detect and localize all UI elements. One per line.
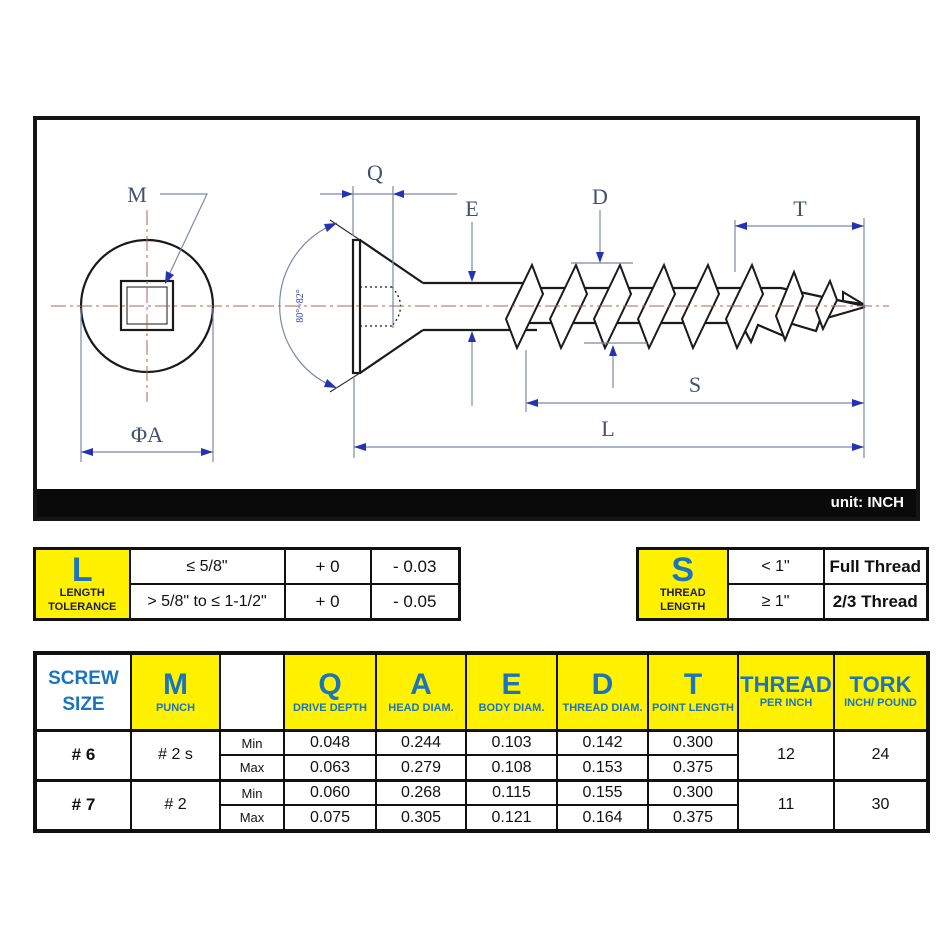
label-head-angle: 80°~82° — [295, 289, 306, 323]
label-m: M — [127, 182, 147, 207]
cell-6-min-a: 0.244 — [376, 731, 466, 756]
header-q-drive-depth: Q DRIVE DEPTH — [284, 653, 376, 731]
label-l: L — [601, 416, 615, 441]
cell-6-min-e: 0.103 — [466, 731, 557, 756]
cell-6-min-d: 0.142 — [557, 731, 648, 756]
screw-technical-drawing — [37, 120, 916, 489]
drawing-frame — [33, 116, 920, 521]
cell-7-max-t: 0.375 — [648, 805, 738, 831]
header-thread-per-inch: THREAD PER INCH — [738, 653, 834, 731]
cell-6-thread-per-inch: 12 — [738, 731, 834, 781]
length-minus-1: - 0.03 — [371, 549, 460, 585]
cell-6-min-q: 0.048 — [284, 731, 376, 756]
dimension-s — [526, 350, 864, 412]
cell-6-max-q: 0.063 — [284, 755, 376, 780]
label-d: D — [592, 184, 608, 209]
label-e: E — [465, 196, 479, 221]
thread-range-1: < 1" — [728, 549, 824, 585]
caption-tolerance: TOLERANCE — [48, 601, 117, 613]
unit-bar: unit: INCH — [37, 489, 916, 517]
cell-7-tork: 30 — [834, 780, 928, 831]
header-screw-size: SCREW SIZE — [35, 653, 131, 731]
caption-thread: THREAD — [659, 587, 706, 600]
cell-7-min-t: 0.300 — [648, 780, 738, 805]
header-t-point-length: T POINT LENGTH — [648, 653, 738, 731]
thread-length-symbol-cell — [638, 549, 728, 620]
label-q: Q — [367, 160, 383, 185]
dimension-m — [127, 182, 207, 284]
length-range-1: ≤ 5/8" — [130, 549, 285, 585]
header-a-head-diam: A HEAD DIAM. — [376, 653, 466, 731]
cell-7-max-e: 0.121 — [466, 805, 557, 831]
label-s: S — [688, 372, 702, 397]
cell-7-max-d: 0.164 — [557, 805, 648, 831]
header-minmax-spacer — [220, 653, 284, 731]
cell-size-7: # 7 — [35, 780, 131, 831]
dimension-e — [465, 196, 478, 406]
cell-6-max-t: 0.375 — [648, 755, 738, 780]
cell-7-min-q: 0.060 — [284, 780, 376, 805]
cell-7-max-a: 0.305 — [376, 805, 466, 831]
thread-length-table — [636, 547, 926, 621]
cell-6-tork: 24 — [834, 731, 928, 781]
cell-7-min-a: 0.268 — [376, 780, 466, 805]
cell-max-label: Max — [220, 755, 284, 780]
caption-length: LENGTH — [59, 587, 105, 600]
dimension-q — [320, 160, 457, 328]
length-tolerance-table — [33, 547, 460, 621]
cell-size-6: # 6 — [35, 731, 131, 781]
cell-7-min-e: 0.115 — [466, 780, 557, 805]
cell-min-label: Min — [220, 731, 284, 756]
cell-7-min-d: 0.155 — [557, 780, 648, 805]
cell-6-max-a: 0.279 — [376, 755, 466, 780]
header-d-thread-diam: D THREAD DIAM. — [557, 653, 648, 731]
spec-table — [33, 651, 926, 833]
cell-max-label-7: Max — [220, 805, 284, 831]
cell-6-max-e: 0.108 — [466, 755, 557, 780]
cell-6-max-d: 0.153 — [557, 755, 648, 780]
length-tolerance-symbol-cell — [35, 549, 130, 620]
header-tork: TORK INCH/ POUND — [834, 653, 928, 731]
cell-7-max-q: 0.075 — [284, 805, 376, 831]
cell-min-label-7: Min — [220, 780, 284, 805]
cell-punch-7: # 2 — [131, 780, 220, 831]
length-plus-1: + 0 — [285, 549, 371, 585]
thread-range-2: ≥ 1" — [728, 584, 824, 620]
row-size6-min — [35, 731, 928, 756]
dimension-l — [354, 378, 864, 458]
label-t: T — [793, 196, 807, 221]
row-size7-min — [35, 780, 928, 805]
cell-7-thread-per-inch: 11 — [738, 780, 834, 831]
header-e-body-diam: E BODY DIAM. — [466, 653, 557, 731]
thread-value-2: 2/3 Thread — [824, 584, 928, 620]
label-phi-a: ΦA — [131, 422, 163, 447]
header-m-punch: M PUNCH — [131, 653, 220, 731]
symbol-s: S — [671, 551, 695, 590]
length-range-2: > 5/8" to ≤ 1-1/2" — [130, 584, 285, 620]
symbol-l: L — [71, 551, 93, 590]
thread-value-1: Full Thread — [824, 549, 928, 585]
cell-6-min-t: 0.300 — [648, 731, 738, 756]
length-plus-2: + 0 — [285, 584, 371, 620]
length-minus-2: - 0.05 — [371, 584, 460, 620]
caption-length2: LENGTH — [660, 601, 706, 613]
centerlines — [51, 210, 889, 402]
cell-punch-6: # 2 s — [131, 731, 220, 781]
